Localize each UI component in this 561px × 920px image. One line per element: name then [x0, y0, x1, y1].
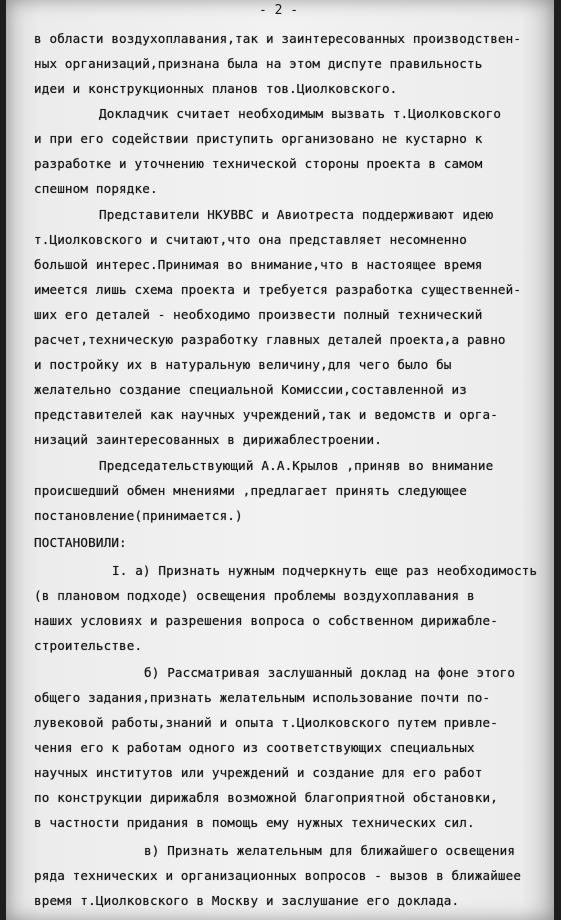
- text-line: постановление(принимается.): [34, 508, 243, 523]
- text-line: расчет,техническую разработку главных деталей проекта,а равно: [34, 332, 506, 347]
- text-line: чения его к работам одного из соответствующих специальных: [34, 740, 475, 755]
- text-line: ряда технических и организационных вопросов - вызов в ближайшее: [34, 868, 522, 883]
- text-line: общего задания,признать желательным использование почти по-: [34, 690, 491, 705]
- text-line: идеи и конструкционных планов тов.Циолковского.: [34, 81, 398, 96]
- text-line: низаций заинтересованных в дирижаблестроении.: [34, 432, 382, 447]
- text-line: Докладчик считает необходимым вызвать т.Циолковского: [99, 106, 502, 121]
- text-line: Председательствующий А.А.Крылов ,приняв во внимание: [99, 458, 494, 473]
- text-line: т.Циолковского и считают,что она представляет несомненно: [34, 232, 467, 247]
- text-line: б) Рассматривая заслушанный доклад на фоне этого: [144, 665, 516, 680]
- text-line: время т.Циолковского в Москву и заслушание его доклада.: [34, 893, 460, 908]
- text-line: в частности придания в помощь ему нужных технических сил.: [34, 815, 475, 830]
- text-line: ных организаций,признана была на этом диспуте правильность: [34, 56, 483, 71]
- text-line: научных институтов или учреждений и создание для его работ: [34, 765, 483, 780]
- text-line: Представители НКУВВС и Авиотреста поддерживают идею: [99, 207, 494, 222]
- text-line: в области воздухоплавания,так и заинтересованных производствен-: [34, 31, 522, 46]
- text-line: и постройку их в натуральную величину,для чего было бы: [34, 357, 452, 372]
- text-line: (в плановом подходе) освещения проблемы воздухоплавания в: [34, 588, 475, 603]
- section-heading: ПОСТАНОВИЛИ:: [34, 535, 127, 550]
- text-line: строительстве.: [34, 638, 143, 653]
- text-line: и при его содействии приступить организовано не кустарно к: [34, 131, 483, 146]
- text-line: имеется лишь схема проекта и требуется разработка существенней-: [34, 282, 522, 297]
- text-line: представителей как научных учреждений,так и ведомств и орга-: [34, 407, 498, 422]
- text-line: по конструкции дирижабля возможной благоприятной обстановки,: [34, 790, 498, 805]
- text-line: происшедший обмен мнениями ,предлагает принять следующее: [34, 483, 467, 498]
- document-page: [6, 0, 554, 920]
- text-line: ших его деталей - необходимо произвести полный технический: [34, 307, 483, 322]
- text-line: I. а) Признать нужным подчеркнуть еще раз необходимость: [112, 563, 538, 578]
- text-line: в) Признать желательным для ближайшего освещения: [144, 843, 516, 858]
- page-number: - 2 -: [259, 3, 299, 18]
- text-line: лувековой работы,знаний и опыта т.Циолковского путем привле-: [34, 715, 498, 730]
- text-line: большой интерес.Принимая во внимание,что в настоящее время: [34, 257, 483, 272]
- text-line: спешном порядке.: [34, 181, 158, 196]
- text-line: разработке и уточнению технической стороны проекта в самом: [34, 156, 483, 171]
- text-line: желательно создание специальной Комиссии,составленной из: [34, 382, 467, 397]
- text-line: наших условиях и разрешения вопроса о собственном дирижабле-: [34, 613, 498, 628]
